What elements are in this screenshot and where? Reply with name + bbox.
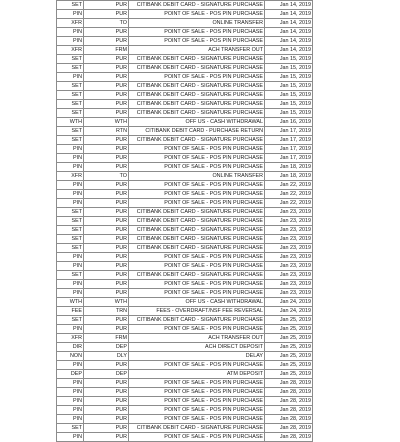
type-code-cell: PIN	[57, 190, 84, 199]
sub-code-cell: PUR	[84, 55, 129, 64]
date-cell: Jan 25, 2019	[265, 334, 313, 343]
type-code-cell: PIN	[57, 73, 84, 82]
table-row	[57, 433, 313, 442]
date-cell: Jan 14, 2019	[265, 46, 313, 55]
type-code-cell: SET	[57, 226, 84, 235]
sub-code-cell: PUR	[84, 280, 129, 289]
type-code-cell: PIN	[57, 199, 84, 208]
type-code-cell: PIN	[57, 145, 84, 154]
table-row	[57, 244, 313, 253]
sub-code-cell: PUR	[84, 244, 129, 253]
date-cell: Jan 23, 2019	[265, 280, 313, 289]
type-code-cell: PIN	[57, 28, 84, 37]
description-cell: DELAY	[129, 352, 265, 361]
table-row	[57, 352, 313, 361]
sub-code-cell: PUR	[84, 10, 129, 19]
date-cell: Jan 23, 2019	[265, 253, 313, 262]
table-row	[57, 82, 313, 91]
description-cell: POINT OF SALE - POS PIN PURCHASE	[129, 415, 265, 424]
type-code-cell: XFR	[57, 334, 84, 343]
type-code-cell: PIN	[57, 154, 84, 163]
sub-code-cell: PUR	[84, 406, 129, 415]
sub-code-cell: DEP	[84, 343, 129, 352]
table-row	[57, 64, 313, 73]
type-code-cell: SET	[57, 100, 84, 109]
description-cell: POINT OF SALE - POS PIN PURCHASE	[129, 361, 265, 370]
date-cell: Jan 17, 2019	[265, 145, 313, 154]
date-cell: Jan 15, 2019	[265, 55, 313, 64]
table-row	[57, 199, 313, 208]
table-row	[57, 145, 313, 154]
type-code-cell: WTH	[57, 118, 84, 127]
type-code-cell: SET	[57, 316, 84, 325]
date-cell: Jan 17, 2019	[265, 127, 313, 136]
description-cell: CITIBANK DEBIT CARD - SIGNATURE PURCHASE	[129, 244, 265, 253]
description-cell: CITIBANK DEBIT CARD - SIGNATURE PURCHASE	[129, 316, 265, 325]
type-code-cell: PIN	[57, 415, 84, 424]
type-code-cell: PIN	[57, 37, 84, 46]
date-cell: Jan 15, 2019	[265, 64, 313, 73]
sub-code-cell: PUR	[84, 316, 129, 325]
description-cell: OFF US - CASH WITHDRAWAL	[129, 298, 265, 307]
date-cell: Jan 16, 2019	[265, 118, 313, 127]
sub-code-cell: PUR	[84, 100, 129, 109]
table-row	[57, 37, 313, 46]
table-row	[57, 406, 313, 415]
sub-code-cell: PUR	[84, 181, 129, 190]
description-cell: CITIBANK DEBIT CARD - SIGNATURE PURCHASE	[129, 1, 265, 10]
type-code-cell: PIN	[57, 433, 84, 442]
description-cell: CITIBANK DEBIT CARD - SIGNATURE PURCHASE	[129, 424, 265, 433]
date-cell: Jan 25, 2019	[265, 361, 313, 370]
table-row	[57, 397, 313, 406]
table-row	[57, 415, 313, 424]
type-code-cell: SET	[57, 91, 84, 100]
type-code-cell: SET	[57, 109, 84, 118]
date-cell: Jan 15, 2019	[265, 91, 313, 100]
sub-code-cell: DLY	[84, 352, 129, 361]
table-row	[57, 181, 313, 190]
date-cell: Jan 28, 2019	[265, 406, 313, 415]
description-cell: ONLINE TRANSFER	[129, 172, 265, 181]
sub-code-cell: FRM	[84, 46, 129, 55]
table-row	[57, 262, 313, 271]
type-code-cell: PIN	[57, 406, 84, 415]
table-row	[57, 388, 313, 397]
date-cell: Jan 25, 2019	[265, 370, 313, 379]
date-cell: Jan 23, 2019	[265, 226, 313, 235]
date-cell: Jan 28, 2019	[265, 388, 313, 397]
table-row	[57, 343, 313, 352]
sub-code-cell: DEP	[84, 370, 129, 379]
table-row	[57, 172, 313, 181]
description-cell: CITIBANK DEBIT CARD - PURCHASE RETURN	[129, 127, 265, 136]
type-code-cell: PIN	[57, 388, 84, 397]
sub-code-cell: PUR	[84, 361, 129, 370]
date-cell: Jan 23, 2019	[265, 289, 313, 298]
table-row	[57, 91, 313, 100]
type-code-cell: SET	[57, 235, 84, 244]
date-cell: Jan 28, 2019	[265, 415, 313, 424]
date-cell: Jan 25, 2019	[265, 325, 313, 334]
date-cell: Jan 23, 2019	[265, 217, 313, 226]
description-cell: CITIBANK DEBIT CARD - SIGNATURE PURCHASE	[129, 55, 265, 64]
description-cell: FEES - OVERDRAFT/NSF FEE REVERSAL	[129, 307, 265, 316]
sub-code-cell: TO	[84, 172, 129, 181]
table-row	[57, 316, 313, 325]
type-code-cell: PIN	[57, 280, 84, 289]
description-cell: POINT OF SALE - POS PIN PURCHASE	[129, 280, 265, 289]
date-cell: Jan 25, 2019	[265, 343, 313, 352]
sub-code-cell: TO	[84, 19, 129, 28]
table-row	[57, 127, 313, 136]
type-code-cell: SET	[57, 136, 84, 145]
description-cell: CITIBANK DEBIT CARD - SIGNATURE PURCHASE	[129, 235, 265, 244]
table-row	[57, 109, 313, 118]
sub-code-cell: PUR	[84, 154, 129, 163]
type-code-cell: SET	[57, 244, 84, 253]
type-code-cell: PIN	[57, 397, 84, 406]
sub-code-cell: PUR	[84, 433, 129, 442]
sub-code-cell: PUR	[84, 145, 129, 154]
sub-code-cell: WTH	[84, 118, 129, 127]
table-row	[57, 55, 313, 64]
date-cell: Jan 17, 2019	[265, 136, 313, 145]
table-row	[57, 226, 313, 235]
description-cell: ACH DIRECT DEPOSIT	[129, 343, 265, 352]
date-cell: Jan 18, 2019	[265, 172, 313, 181]
sub-code-cell: PUR	[84, 37, 129, 46]
table-row	[57, 217, 313, 226]
date-cell: Jan 22, 2019	[265, 181, 313, 190]
sub-code-cell: RTN	[84, 127, 129, 136]
date-cell: Jan 28, 2019	[265, 379, 313, 388]
type-code-cell: SET	[57, 217, 84, 226]
sub-code-cell: PUR	[84, 91, 129, 100]
date-cell: Jan 14, 2019	[265, 37, 313, 46]
description-cell: CITIBANK DEBIT CARD - SIGNATURE PURCHASE	[129, 226, 265, 235]
date-cell: Jan 14, 2019	[265, 28, 313, 37]
table-row	[57, 361, 313, 370]
table-row	[57, 190, 313, 199]
description-cell: CITIBANK DEBIT CARD - SIGNATURE PURCHASE	[129, 64, 265, 73]
type-code-cell: PIN	[57, 253, 84, 262]
type-code-cell: PIN	[57, 289, 84, 298]
sub-code-cell: TRN	[84, 307, 129, 316]
type-code-cell: PIN	[57, 379, 84, 388]
description-cell: POINT OF SALE - POS PIN PURCHASE	[129, 163, 265, 172]
type-code-cell: PIN	[57, 10, 84, 19]
table-row	[57, 19, 313, 28]
description-cell: OFF US - CASH WITHDRAWAL	[129, 118, 265, 127]
sub-code-cell: PUR	[84, 28, 129, 37]
type-code-cell: XFR	[57, 46, 84, 55]
type-code-cell: SET	[57, 208, 84, 217]
sub-code-cell: PUR	[84, 289, 129, 298]
table-row	[57, 28, 313, 37]
sub-code-cell: PUR	[84, 235, 129, 244]
type-code-cell: PIN	[57, 163, 84, 172]
description-cell: ATM DEPOSIT	[129, 370, 265, 379]
description-cell: POINT OF SALE - POS PIN PURCHASE	[129, 73, 265, 82]
description-cell: POINT OF SALE - POS PIN PURCHASE	[129, 10, 265, 19]
sub-code-cell: PUR	[84, 379, 129, 388]
sub-code-cell: WTH	[84, 298, 129, 307]
description-cell: POINT OF SALE - POS PIN PURCHASE	[129, 181, 265, 190]
table-row	[57, 73, 313, 82]
table-row	[57, 424, 313, 433]
description-cell: POINT OF SALE - POS PIN PURCHASE	[129, 37, 265, 46]
sub-code-cell: PUR	[84, 424, 129, 433]
date-cell: Jan 28, 2019	[265, 424, 313, 433]
type-code-cell: SET	[57, 82, 84, 91]
type-code-cell: PIN	[57, 262, 84, 271]
description-cell: POINT OF SALE - POS PIN PURCHASE	[129, 397, 265, 406]
sub-code-cell: PUR	[84, 217, 129, 226]
date-cell: Jan 23, 2019	[265, 244, 313, 253]
type-code-cell: DEP	[57, 370, 84, 379]
table-row	[57, 208, 313, 217]
sub-code-cell: PUR	[84, 82, 129, 91]
description-cell: POINT OF SALE - POS PIN PURCHASE	[129, 379, 265, 388]
table-row	[57, 10, 313, 19]
table-row	[57, 280, 313, 289]
table-row	[57, 271, 313, 280]
description-cell: CITIBANK DEBIT CARD - SIGNATURE PURCHASE	[129, 208, 265, 217]
type-code-cell: FEE	[57, 307, 84, 316]
sub-code-cell: PUR	[84, 190, 129, 199]
date-cell: Jan 28, 2019	[265, 433, 313, 442]
sub-code-cell: PUR	[84, 208, 129, 217]
description-cell: POINT OF SALE - POS PIN PURCHASE	[129, 28, 265, 37]
type-code-cell: SET	[57, 424, 84, 433]
description-cell: POINT OF SALE - POS PIN PURCHASE	[129, 262, 265, 271]
date-cell: Jan 23, 2019	[265, 262, 313, 271]
sub-code-cell: PUR	[84, 253, 129, 262]
description-cell: CITIBANK DEBIT CARD - SIGNATURE PURCHASE	[129, 109, 265, 118]
date-cell: Jan 24, 2019	[265, 298, 313, 307]
description-cell: CITIBANK DEBIT CARD - SIGNATURE PURCHASE	[129, 217, 265, 226]
description-cell: POINT OF SALE - POS PIN PURCHASE	[129, 253, 265, 262]
table-row	[57, 154, 313, 163]
date-cell: Jan 15, 2019	[265, 82, 313, 91]
description-cell: CITIBANK DEBIT CARD - SIGNATURE PURCHASE	[129, 136, 265, 145]
sub-code-cell: PUR	[84, 109, 129, 118]
type-code-cell: SET	[57, 64, 84, 73]
description-cell: POINT OF SALE - POS PIN PURCHASE	[129, 145, 265, 154]
table-row	[57, 289, 313, 298]
description-cell: ACH TRANSFER OUT	[129, 46, 265, 55]
date-cell: Jan 15, 2019	[265, 109, 313, 118]
date-cell: Jan 22, 2019	[265, 199, 313, 208]
type-code-cell: SET	[57, 55, 84, 64]
description-cell: POINT OF SALE - POS PIN PURCHASE	[129, 388, 265, 397]
description-cell: ACH TRANSFER OUT	[129, 334, 265, 343]
sub-code-cell: PUR	[84, 226, 129, 235]
sub-code-cell: PUR	[84, 199, 129, 208]
date-cell: Jan 18, 2019	[265, 163, 313, 172]
date-cell: Jan 23, 2019	[265, 271, 313, 280]
description-cell: POINT OF SALE - POS PIN PURCHASE	[129, 325, 265, 334]
date-cell: Jan 22, 2019	[265, 190, 313, 199]
sub-code-cell: PUR	[84, 163, 129, 172]
sub-code-cell: PUR	[84, 325, 129, 334]
table-row	[57, 46, 313, 55]
sub-code-cell: PUR	[84, 271, 129, 280]
sub-code-cell: PUR	[84, 1, 129, 10]
date-cell: Jan 14, 2019	[265, 10, 313, 19]
description-cell: CITIBANK DEBIT CARD - SIGNATURE PURCHASE	[129, 271, 265, 280]
type-code-cell: PIN	[57, 181, 84, 190]
date-cell: Jan 14, 2019	[265, 1, 313, 10]
type-code-cell: XFR	[57, 19, 84, 28]
date-cell: Jan 17, 2019	[265, 154, 313, 163]
type-code-cell: SET	[57, 271, 84, 280]
table-row	[57, 163, 313, 172]
date-cell: Jan 15, 2019	[265, 73, 313, 82]
date-cell: Jan 28, 2019	[265, 397, 313, 406]
table-row	[57, 235, 313, 244]
table-row	[57, 334, 313, 343]
sub-code-cell: PUR	[84, 397, 129, 406]
table-row	[57, 325, 313, 334]
sub-code-cell: PUR	[84, 136, 129, 145]
table-row	[57, 298, 313, 307]
type-code-cell: SET	[57, 127, 84, 136]
date-cell: Jan 25, 2019	[265, 352, 313, 361]
sub-code-cell: PUR	[84, 73, 129, 82]
transactions-table	[56, 0, 313, 442]
table-row	[57, 370, 313, 379]
date-cell: Jan 23, 2019	[265, 208, 313, 217]
sub-code-cell: PUR	[84, 262, 129, 271]
description-cell: POINT OF SALE - POS PIN PURCHASE	[129, 433, 265, 442]
date-cell: Jan 15, 2019	[265, 100, 313, 109]
description-cell: POINT OF SALE - POS PIN PURCHASE	[129, 406, 265, 415]
description-cell: CITIBANK DEBIT CARD - SIGNATURE PURCHASE	[129, 82, 265, 91]
date-cell: Jan 23, 2019	[265, 235, 313, 244]
type-code-cell: XFR	[57, 172, 84, 181]
sub-code-cell: PUR	[84, 64, 129, 73]
transactions-body	[57, 1, 313, 442]
description-cell: POINT OF SALE - POS PIN PURCHASE	[129, 190, 265, 199]
table-row	[57, 100, 313, 109]
date-cell: Jan 25, 2019	[265, 316, 313, 325]
type-code-cell: PIN	[57, 325, 84, 334]
description-cell: CITIBANK DEBIT CARD - SIGNATURE PURCHASE	[129, 100, 265, 109]
description-cell: ONLINE TRANSFER	[129, 19, 265, 28]
date-cell: Jan 24, 2019	[265, 307, 313, 316]
table-row	[57, 307, 313, 316]
sub-code-cell: PUR	[84, 415, 129, 424]
description-cell: POINT OF SALE - POS PIN PURCHASE	[129, 199, 265, 208]
description-cell: POINT OF SALE - POS PIN PURCHASE	[129, 289, 265, 298]
description-cell: POINT OF SALE - POS PIN PURCHASE	[129, 154, 265, 163]
sub-code-cell: FRM	[84, 334, 129, 343]
sub-code-cell: PUR	[84, 388, 129, 397]
table-row	[57, 1, 313, 10]
type-code-cell: SET	[57, 1, 84, 10]
type-code-cell: WTH	[57, 298, 84, 307]
description-cell: CITIBANK DEBIT CARD - SIGNATURE PURCHASE	[129, 91, 265, 100]
type-code-cell: NON	[57, 352, 84, 361]
type-code-cell: DIR	[57, 343, 84, 352]
table-row	[57, 118, 313, 127]
table-row	[57, 136, 313, 145]
table-row	[57, 379, 313, 388]
date-cell: Jan 14, 2019	[265, 19, 313, 28]
type-code-cell: PIN	[57, 361, 84, 370]
table-row	[57, 253, 313, 262]
